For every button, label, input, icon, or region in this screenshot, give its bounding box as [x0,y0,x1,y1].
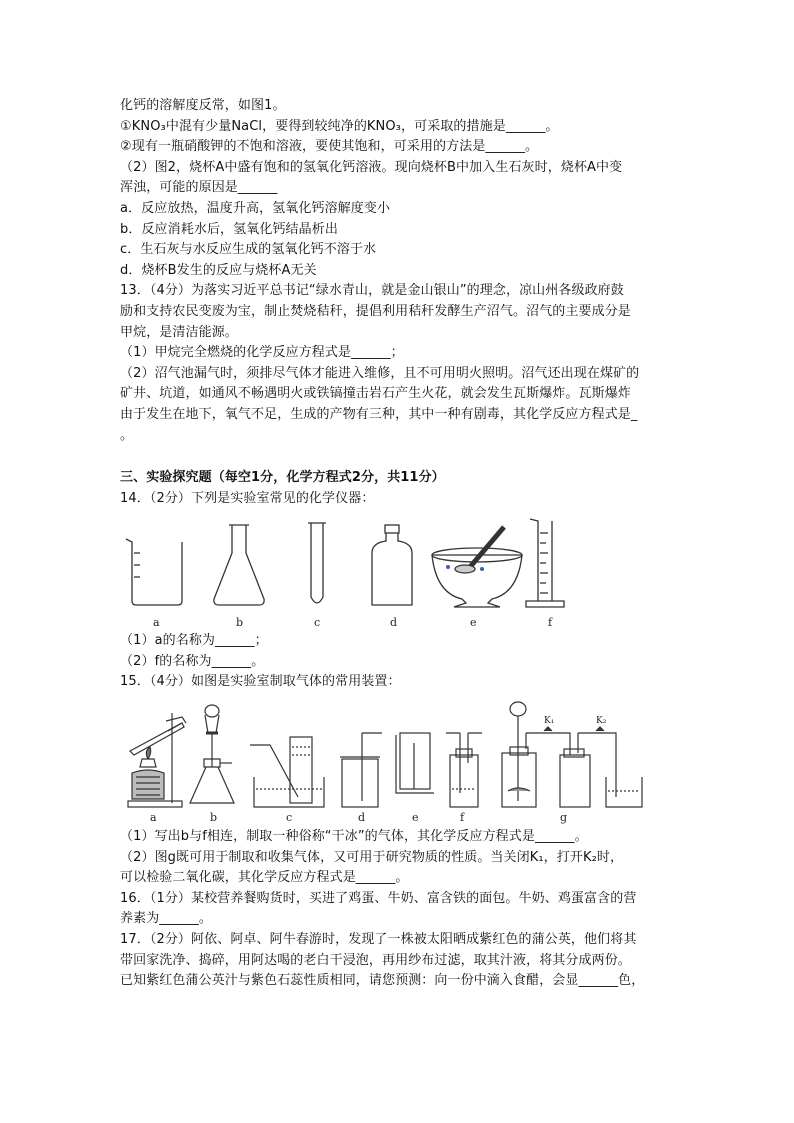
reagent-bottle-icon [372,525,412,605]
text-line: ①KNO₃中混有少量NaCl，要得到较纯净的KNO₃，可采取的措施是______。 [120,118,559,134]
figure-label: e [470,616,477,630]
figure-label: f [460,811,465,825]
figure-label: d [358,811,366,825]
exam-page [120,96,680,992]
text-line: （2）图g既可用于制取和收集气体，又可用于研究物质的性质。当关闭K₁，打开K₂时， [120,849,624,865]
figure-label: d [390,616,398,630]
conical-flask-icon [214,525,264,605]
question-13: 13．（4分）为落实习近平总书记“绿水青山，就是金山银山”的理念，凉山州各级政府鼓 [120,283,624,299]
text-line: 甲烷，是清洁能源。 [120,324,238,340]
figure-label: c [286,811,293,825]
option-d: d．烧杯B发生的反应与烧杯A无关 [120,262,317,278]
text-block-bottom [120,827,680,992]
text-line: 已知紫红色蒲公英汁与紫色石蕊性质相同，请您预测：向一份中滴入食醋，会显______色， [120,973,645,989]
question-14: 14．（2分）下列是实验室常见的化学仪器： [120,490,375,506]
heating-apparatus-icon [128,713,186,807]
measuring-cylinder-icon [526,519,564,607]
instruments-figure [120,509,680,631]
water-trough-icon [250,737,324,807]
option-b: b．反应消耗水后，氢氧化钙结晶析出 [120,221,338,237]
text-line: （1）写出b与f相连，制取一种俗称“干冰”的气体，其化学反应方程式是______。 [120,829,588,845]
q14-answer-2: （2）f的名称为______。 [120,653,265,669]
text-line: （1）甲烷完全燃烧的化学反应方程式是______； [120,345,404,361]
question-17: 17．（2分）阿依、阿卓、阿牛春游时，发现了一株被太阳晒成紫红色的蒲公英，他们将其 [120,932,637,948]
figure-label: g [560,811,568,825]
question-16: 16．（1分）某校营养餐购货时，买进了鸡蛋、牛奶、富含铁的面包。牛奶、鸡蛋富含的营 [120,890,637,906]
text-line: ②现有一瓶硝酸钾的不饱和溶液，要使其饱和，可采用的方法是______。 [120,139,539,155]
beaker-icon [126,539,182,605]
apparatus-figure [120,693,680,827]
figure-label: b [236,616,244,630]
text-line: 。 [120,427,134,443]
flask-funnel-icon [190,705,234,803]
text-block-top [120,96,680,446]
section-title: 三、实验探究题（每空1分，化学方程式2分，共11分） [120,470,445,486]
figure-label: f [548,616,553,630]
text-line: 浑浊，可能的原因是______ [120,180,278,196]
text-line: 化钙的溶解度反常，如图1。 [120,98,286,113]
gas-jar-d-icon [340,733,382,807]
valve-label-k1: K₁ [544,716,555,727]
text-line: 矿井、坑道，如通风不畅遇明火或铁镐撞击岩石产生火花，就会发生瓦斯爆炸。瓦斯爆炸 [120,386,631,402]
test-tube-icon [308,523,326,603]
text-line: （2）图2，烧杯A中盛有饱和的氢氧化钙溶液。现向烧杯B中加入生石灰时，烧杯A中变 [120,159,623,175]
figure-label: e [412,811,419,825]
figure-label: a [153,616,160,630]
gas-jar-e-icon [396,733,434,793]
apparatus-svg [120,693,680,827]
text-line: 带回家洗净、捣碎，用阿达喝的老白干浸泡，再用纱布过滤，取其汁液，将其分成两份。 [120,952,631,968]
text-line: 养素为______。 [120,911,212,927]
mortar-pestle-icon [432,527,522,607]
option-a: a．反应放热，温度升高，氢氧化钙溶解度变小 [120,200,391,216]
wash-bottle-icon [446,733,482,807]
gas-generation-set-icon [502,702,642,807]
option-c: c．生石灰与水反应生成的氢氧化钙不溶于水 [120,242,377,258]
text-line: （2）沼气池漏气时，须排尽气体才能进入维修，且不可用明火照明。沼气还出现在煤矿的 [120,365,640,381]
figure-label: a [150,811,157,825]
text-line: 由于发生在地下，氧气不足，生成的产物有三种，其中一种有剧毒，其化学反应方程式是_ [120,406,638,422]
text-line: 励和支持农民变废为宝，制止焚烧秸秆，提倡利用秸秆发酵生产沼气。沼气的主要成分是 [120,303,631,319]
figure-label: b [210,811,218,825]
question-15: 15．（4分）如图是实验室制取气体的常用装置： [120,674,401,690]
instruments-svg [120,509,680,631]
valve-label-k2: K₂ [596,716,607,727]
figure-label: c [314,616,321,630]
text-line: 可以检验二氧化碳，其化学反应方程式是______。 [120,870,409,886]
q14-answer-1: （1）a的名称为______； [120,633,268,649]
